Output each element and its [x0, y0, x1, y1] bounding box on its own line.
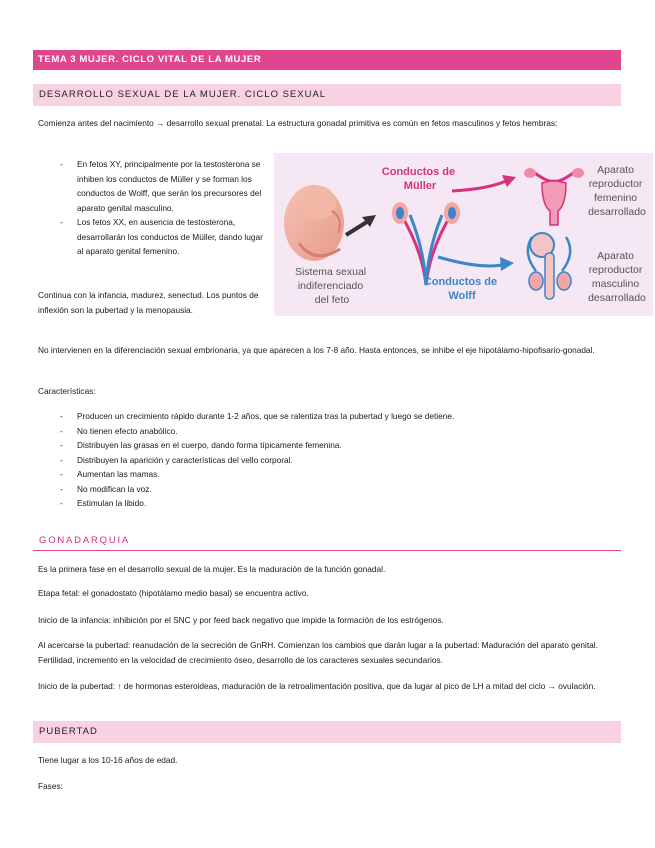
wolff-label: Conductos de Wolff — [423, 276, 498, 302]
femenino-label: Aparato reproductor femenino desarrollado — [588, 164, 646, 218]
wolff-arrow-icon — [438, 257, 502, 266]
section-heading-pubertad: PUBERTAD — [33, 721, 621, 743]
list-item: - No modifican la voz. — [0, 482, 600, 497]
section-heading-gonadarquia: GONADARQUIA — [33, 533, 621, 551]
fetus-icon — [284, 185, 344, 261]
sexual-differentiation-figure — [274, 153, 653, 316]
gonadarquia-p1: Es la primera fase en el desarrollo sexual de la mujer. Es la maduración de la función gonadal. — [38, 564, 386, 574]
list-item: - Distribuyen la aparición y características del vello corporal. — [0, 453, 600, 468]
fetal-bullet-list — [0, 157, 268, 259]
continua-paragraph: Continua con la infancia, madurez, senectud. Los puntos de inflexión son la pubertad y la menopausia. — [38, 290, 259, 315]
gonadarquia-p3: Inicio de la infancia: inhibición por el SNC y por feed back negativo que impide la formación de los estrógenos. — [38, 615, 444, 625]
uterus-icon — [524, 168, 584, 225]
list-item: - Aumentan las mamas. — [0, 467, 600, 482]
male-reproductive-icon — [528, 233, 571, 299]
caracteristicas-list — [0, 409, 600, 511]
list-item: - Producen un crecimiento rápido durante 1-2 años, que se ralentiza tras la pubertad y luego se detiene. — [0, 409, 600, 424]
muller-label: Conductos de Müller — [381, 166, 456, 192]
indifferent-duct-system-icon — [392, 202, 460, 285]
gonadarquia-p4: Al acercarse la pubertad: reanudación de la secreción de GnRH. Comienzan los cambios que darán lugar a la pubertad: Maduración del aparato genital. Fertilidad, incremento en la velocidad de crecimiento óseo, desarrollo de los caracteres sexuales secundarios. — [38, 640, 598, 665]
document-title: TEMA 3 MUJER. CICLO VITAL DE LA MUJER — [33, 50, 621, 70]
caracteristicas-label: Características: — [38, 386, 96, 396]
gonadarquia-p2: Etapa fetal: el gonadostato (hipotálamo medio basal) se encuentra activo. — [38, 588, 309, 598]
pubertad-p1: Tiene lugar a los 10-16 años de edad. — [38, 755, 178, 765]
list-item: - Estimulan la libido. — [0, 496, 600, 511]
section-heading-desarrollo: DESARROLLO SEXUAL DE LA MUJER. CICLO SEXUAL — [33, 84, 621, 106]
list-item: - En fetos XY, principalmente por la testosterona se inhiben los conductos de Müller y se forman los conductos de Wolff, que serán los precursores del aparato genital masculino. — [0, 157, 268, 215]
pubertad-fases-label: Fases: — [38, 781, 63, 791]
sistema-label: Sistema sexual indiferenciado del feto — [294, 266, 367, 306]
list-item: - No tienen efecto anabólico. — [0, 424, 600, 439]
muller-arrow-icon — [452, 181, 506, 191]
list-item: - Los fetos XX, en ausencia de testosterona, desarrollarán los conductos de Müller, dando lugar al aparato genital femenino. — [0, 215, 268, 259]
gonadarquia-p5: Inicio de la pubertad: ↑ de hormonas esteroideas, maduración de la retroalimentación positiva, que da lugar al pico de LH a mitad del ciclo → ovulación. — [38, 681, 596, 691]
intro-paragraph: Comienza antes del nacimiento → desarrollo sexual prenatal. La estructura gonadal primitiva es común en fetos masculinos y fetos hembras: — [38, 118, 558, 128]
list-item: - Distribuyen las grasas en el cuerpo, dando forma típicamente femenina. — [0, 438, 600, 453]
masculino-label: Aparato reproductor masculino desarrollado — [588, 250, 646, 304]
hormonas-paragraph: No intervienen en la diferenciación sexual embrionaria, ya que aparecen a los 7-8 año. Hasta entonces, se inhibe el eje hipotálamo-hipofisario-gonadal. — [38, 345, 595, 355]
